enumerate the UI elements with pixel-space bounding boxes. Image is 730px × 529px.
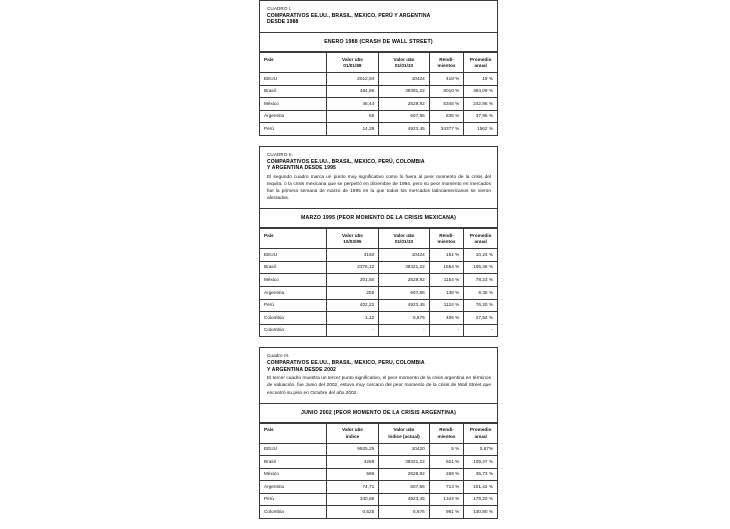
cuadro-block bbox=[259, 347, 498, 519]
column-header-line1: País bbox=[264, 427, 274, 433]
value-cell: 1124 % bbox=[429, 299, 464, 312]
table-row bbox=[260, 287, 497, 300]
column-header bbox=[429, 229, 464, 249]
column-header-line2: índice (actual) bbox=[388, 433, 420, 439]
value-cell: 37,95 % bbox=[464, 110, 497, 123]
table-header-row bbox=[260, 229, 497, 249]
value-cell: 179,20 % bbox=[464, 493, 497, 506]
value-cell: 418 % bbox=[429, 72, 464, 85]
value-cell: 201,50 bbox=[326, 274, 379, 287]
table-row bbox=[260, 456, 497, 469]
column-header-line2: mientos bbox=[437, 62, 456, 68]
value-cell: 105,36 % bbox=[464, 261, 497, 274]
column-header-line1: Promedio bbox=[469, 427, 492, 433]
country-cell: Brasil bbox=[260, 261, 326, 274]
table-row bbox=[260, 274, 497, 287]
column-header bbox=[326, 423, 379, 443]
column-header-line2: anual bbox=[474, 433, 487, 439]
value-cell: 981 % bbox=[429, 506, 464, 518]
country-cell: Colombia bbox=[260, 312, 326, 325]
value-cell: 5345 % bbox=[429, 98, 464, 111]
table-row bbox=[260, 72, 497, 85]
column-header bbox=[429, 423, 464, 443]
column-header bbox=[464, 423, 497, 443]
country-cell: Argentina bbox=[260, 287, 326, 300]
value-cell: 713 % bbox=[429, 481, 464, 494]
column-header-line2: índice bbox=[345, 433, 360, 439]
country-cell: Brasil bbox=[260, 456, 326, 469]
value-cell: 2528,92 bbox=[379, 468, 430, 481]
column-header-line2: anual bbox=[474, 62, 487, 68]
column-header-line1: Valor u$s bbox=[393, 427, 415, 433]
value-cell: 1154 % bbox=[429, 274, 464, 287]
country-cell: Perú bbox=[260, 299, 326, 312]
table-row bbox=[260, 98, 497, 111]
value-cell: 835 % bbox=[429, 110, 464, 123]
country-cell: Colombia bbox=[260, 506, 326, 518]
value-cell: 2376,12 bbox=[326, 261, 379, 274]
comparison-table bbox=[260, 228, 497, 336]
column-header bbox=[379, 229, 430, 249]
column-header-line2: 01/01/10 bbox=[394, 62, 414, 68]
column-header-line1: Promedio bbox=[469, 232, 492, 238]
value-cell: 39321,22 bbox=[379, 261, 430, 274]
value-cell: 5,676 bbox=[379, 506, 430, 518]
column-header-line1: Valor u$s bbox=[341, 427, 363, 433]
column-header bbox=[379, 53, 430, 73]
column-header-line1: Valor u$s bbox=[341, 56, 363, 62]
value-cell: 4923,45 bbox=[379, 299, 430, 312]
cuadro-intro bbox=[260, 1, 497, 33]
value-cell: 607,86 bbox=[379, 110, 430, 123]
comparison-table bbox=[260, 423, 497, 518]
cuadro-title-line: COMPARATIVOS EE.UU., BRASIL, MEXICO, PERÚ Y ARGENTINA bbox=[267, 12, 431, 19]
value-cell: 0,67% bbox=[464, 443, 497, 456]
cuadro-title-line: Y ARGENTINA DESDE 1995 bbox=[267, 165, 336, 172]
cuadro-kicker: CUADRO II. bbox=[267, 151, 294, 157]
column-header-line2: mientos bbox=[437, 239, 456, 245]
value-cell: 1554 % bbox=[429, 261, 464, 274]
value-cell: 269 % bbox=[429, 468, 464, 481]
value-cell: 1344 % bbox=[429, 493, 464, 506]
table-row bbox=[260, 506, 497, 518]
value-cell: 255 bbox=[326, 287, 379, 300]
table-row bbox=[260, 249, 497, 262]
value-cell: 138 % bbox=[429, 287, 464, 300]
column-header bbox=[464, 53, 497, 73]
value-cell: 10420 bbox=[379, 443, 430, 456]
table-caption: JUNIO 2002 (PEOR MOMENTO DE LA CRISIS ARGENTINA) bbox=[260, 404, 497, 423]
table-row bbox=[260, 481, 497, 494]
column-header bbox=[429, 53, 464, 73]
table-header-row bbox=[260, 53, 497, 73]
table-caption: MARZO 1995 (PEOR MOMENTO DE LA CRISIS MEXICANA) bbox=[260, 209, 497, 228]
value-cell: 2012,94 bbox=[326, 72, 379, 85]
country-cell: México bbox=[260, 274, 326, 287]
value-cell: 39321,22 bbox=[379, 456, 430, 469]
value-cell: 10424 bbox=[379, 249, 430, 262]
value-cell: 4150 bbox=[326, 249, 379, 262]
cuadro-title-line: COMPARATIVOS EE.UU., BRASIL, MEXICO, PERÚ, COLOMBIA bbox=[267, 158, 425, 165]
value-cell: - bbox=[379, 324, 430, 336]
value-cell: - bbox=[429, 324, 464, 336]
value-cell: 130,80 % bbox=[464, 506, 497, 518]
value-cell: 0,525 bbox=[326, 506, 379, 518]
value-cell: 4269 bbox=[326, 456, 379, 469]
country-cell: México bbox=[260, 468, 326, 481]
column-header-line2: 10/03/95 bbox=[343, 239, 362, 245]
column-header-line1: Rendi- bbox=[439, 56, 454, 62]
cuadro-intro bbox=[260, 348, 497, 403]
table-caption: ENERO 1988 (CRASH DE WALL STREET) bbox=[260, 33, 497, 52]
country-cell: Argentina bbox=[260, 481, 326, 494]
table-row bbox=[260, 110, 497, 123]
cuadro-title-line: Y ARGENTINA DESDE 2002 bbox=[267, 366, 336, 373]
document-column bbox=[259, 0, 498, 529]
value-cell: 921 % bbox=[429, 456, 464, 469]
value-cell: 340,85 bbox=[326, 493, 379, 506]
column-header bbox=[260, 229, 326, 249]
value-cell: 78,23 % bbox=[464, 274, 497, 287]
column-header bbox=[326, 53, 379, 73]
cuadro-kicker: Cuadro III. bbox=[267, 353, 290, 359]
value-cell: 2528,92 bbox=[379, 274, 430, 287]
column-header-line1: Promedio bbox=[469, 56, 492, 62]
cuadro-body-text: El segundo cuadro marca un punto muy significativo como lo fuera al peor momento de la crisis del tequila, o la crisis mexicana que se perpetró en diciembre de 1994, pero su peor momento en mercados fue la primera semana de marzo de 1995 en la que todos los mercados latinoamericanos se vieron afectados. bbox=[267, 174, 491, 202]
table-row bbox=[260, 324, 497, 336]
value-cell: 402,22 bbox=[326, 299, 379, 312]
column-header-line1: Rendi- bbox=[439, 232, 454, 238]
column-header-line1: País bbox=[264, 232, 274, 238]
value-cell: 76,20 % bbox=[464, 299, 497, 312]
table-header-row bbox=[260, 423, 497, 443]
table-row bbox=[260, 123, 497, 135]
value-cell: 27,52 % bbox=[464, 312, 497, 325]
value-cell: 5 % bbox=[429, 443, 464, 456]
table-row bbox=[260, 312, 497, 325]
column-header-line1: Rendi- bbox=[439, 427, 454, 433]
country-cell: EEUU bbox=[260, 443, 326, 456]
value-cell: 19 % bbox=[464, 72, 497, 85]
value-cell: 2528,92 bbox=[379, 98, 430, 111]
column-header bbox=[260, 423, 326, 443]
cuadro-title-line: DESDE 1988 bbox=[267, 19, 299, 26]
table-row bbox=[260, 299, 497, 312]
value-cell: 4923,45 bbox=[379, 493, 430, 506]
value-cell: 65 bbox=[326, 110, 379, 123]
value-cell: 39391,22 bbox=[379, 85, 430, 98]
value-cell: 74,71 bbox=[326, 481, 379, 494]
cuadro-intro bbox=[260, 147, 497, 210]
cuadro-block bbox=[259, 146, 498, 337]
value-cell: 46,44 bbox=[326, 98, 379, 111]
comparison-table bbox=[260, 52, 497, 135]
value-cell: 364,09 % bbox=[464, 85, 497, 98]
column-header-line2: 01/01/88 bbox=[343, 62, 362, 68]
country-cell: EEUU bbox=[260, 72, 326, 85]
value-cell: 10424 bbox=[379, 72, 430, 85]
column-header-line1: Valor u$s bbox=[393, 56, 415, 62]
value-cell: 151 % bbox=[429, 249, 464, 262]
column-header bbox=[379, 423, 430, 443]
column-header bbox=[464, 229, 497, 249]
column-header bbox=[326, 229, 379, 249]
column-header-line1: Valor u$s bbox=[393, 232, 415, 238]
column-header-line2: anual bbox=[474, 239, 487, 245]
value-cell: 5,676 bbox=[379, 312, 430, 325]
country-cell: EEUU bbox=[260, 249, 326, 262]
cuadro-body-text: El tercer cuadro muestra un tercer punto significativo, el peor momento de la crisis argentina en términos de valuación, fue Junio del 2002, estuvo muy cercano del peor momento de la crisis de Wall Street que encontró su piso en Octubre del año 2002. bbox=[267, 376, 491, 396]
value-cell: 4923,45 bbox=[379, 123, 430, 135]
cuadro-block bbox=[259, 0, 498, 136]
country-cell: Perú bbox=[260, 123, 326, 135]
country-cell: Argentina bbox=[260, 110, 326, 123]
table-row bbox=[260, 85, 497, 98]
value-cell: 35,73 % bbox=[464, 468, 497, 481]
country-cell: Perú bbox=[260, 493, 326, 506]
table-row bbox=[260, 468, 497, 481]
cuadro-title-line: COMPARATIVOS EE.UU., BRASIL, MEXICO, PERU, COLOMBIA bbox=[267, 360, 425, 366]
table-row bbox=[260, 493, 497, 506]
value-cell: 1562 % bbox=[464, 123, 497, 135]
column-header-line1: Valor u$s bbox=[341, 232, 363, 238]
table-row bbox=[260, 443, 497, 456]
value-cell: 607,86 bbox=[379, 287, 430, 300]
value-cell: 242,95 % bbox=[464, 98, 497, 111]
value-cell: - bbox=[326, 324, 379, 336]
value-cell: 34377 % bbox=[429, 123, 464, 135]
value-cell: 109,47 % bbox=[464, 456, 497, 469]
country-cell: Brasil bbox=[260, 85, 326, 98]
value-cell: 484,86 bbox=[326, 85, 379, 98]
column-header-line2: mientos bbox=[437, 433, 456, 439]
value-cell: 101,42 % bbox=[464, 481, 497, 494]
value-cell: 406 % bbox=[429, 312, 464, 325]
column-header-line1: País bbox=[264, 56, 274, 62]
table-row bbox=[260, 261, 497, 274]
country-cell: Colombia bbox=[260, 324, 326, 336]
value-cell: 1,12 bbox=[326, 312, 379, 325]
value-cell: 14,28 bbox=[326, 123, 379, 135]
value-cell: 9,35 % bbox=[464, 287, 497, 300]
value-cell: 10,24 % bbox=[464, 249, 497, 262]
value-cell: 686 bbox=[326, 468, 379, 481]
country-cell: México bbox=[260, 98, 326, 111]
column-header bbox=[260, 53, 326, 73]
value-cell: - bbox=[464, 324, 497, 336]
value-cell: 607,86 bbox=[379, 481, 430, 494]
column-header-line2: 01/01/10 bbox=[394, 239, 414, 245]
value-cell: 9925,25 bbox=[326, 443, 379, 456]
cuadro-kicker: CUADRO I. bbox=[267, 6, 292, 11]
value-cell: 8010 % bbox=[429, 85, 464, 98]
